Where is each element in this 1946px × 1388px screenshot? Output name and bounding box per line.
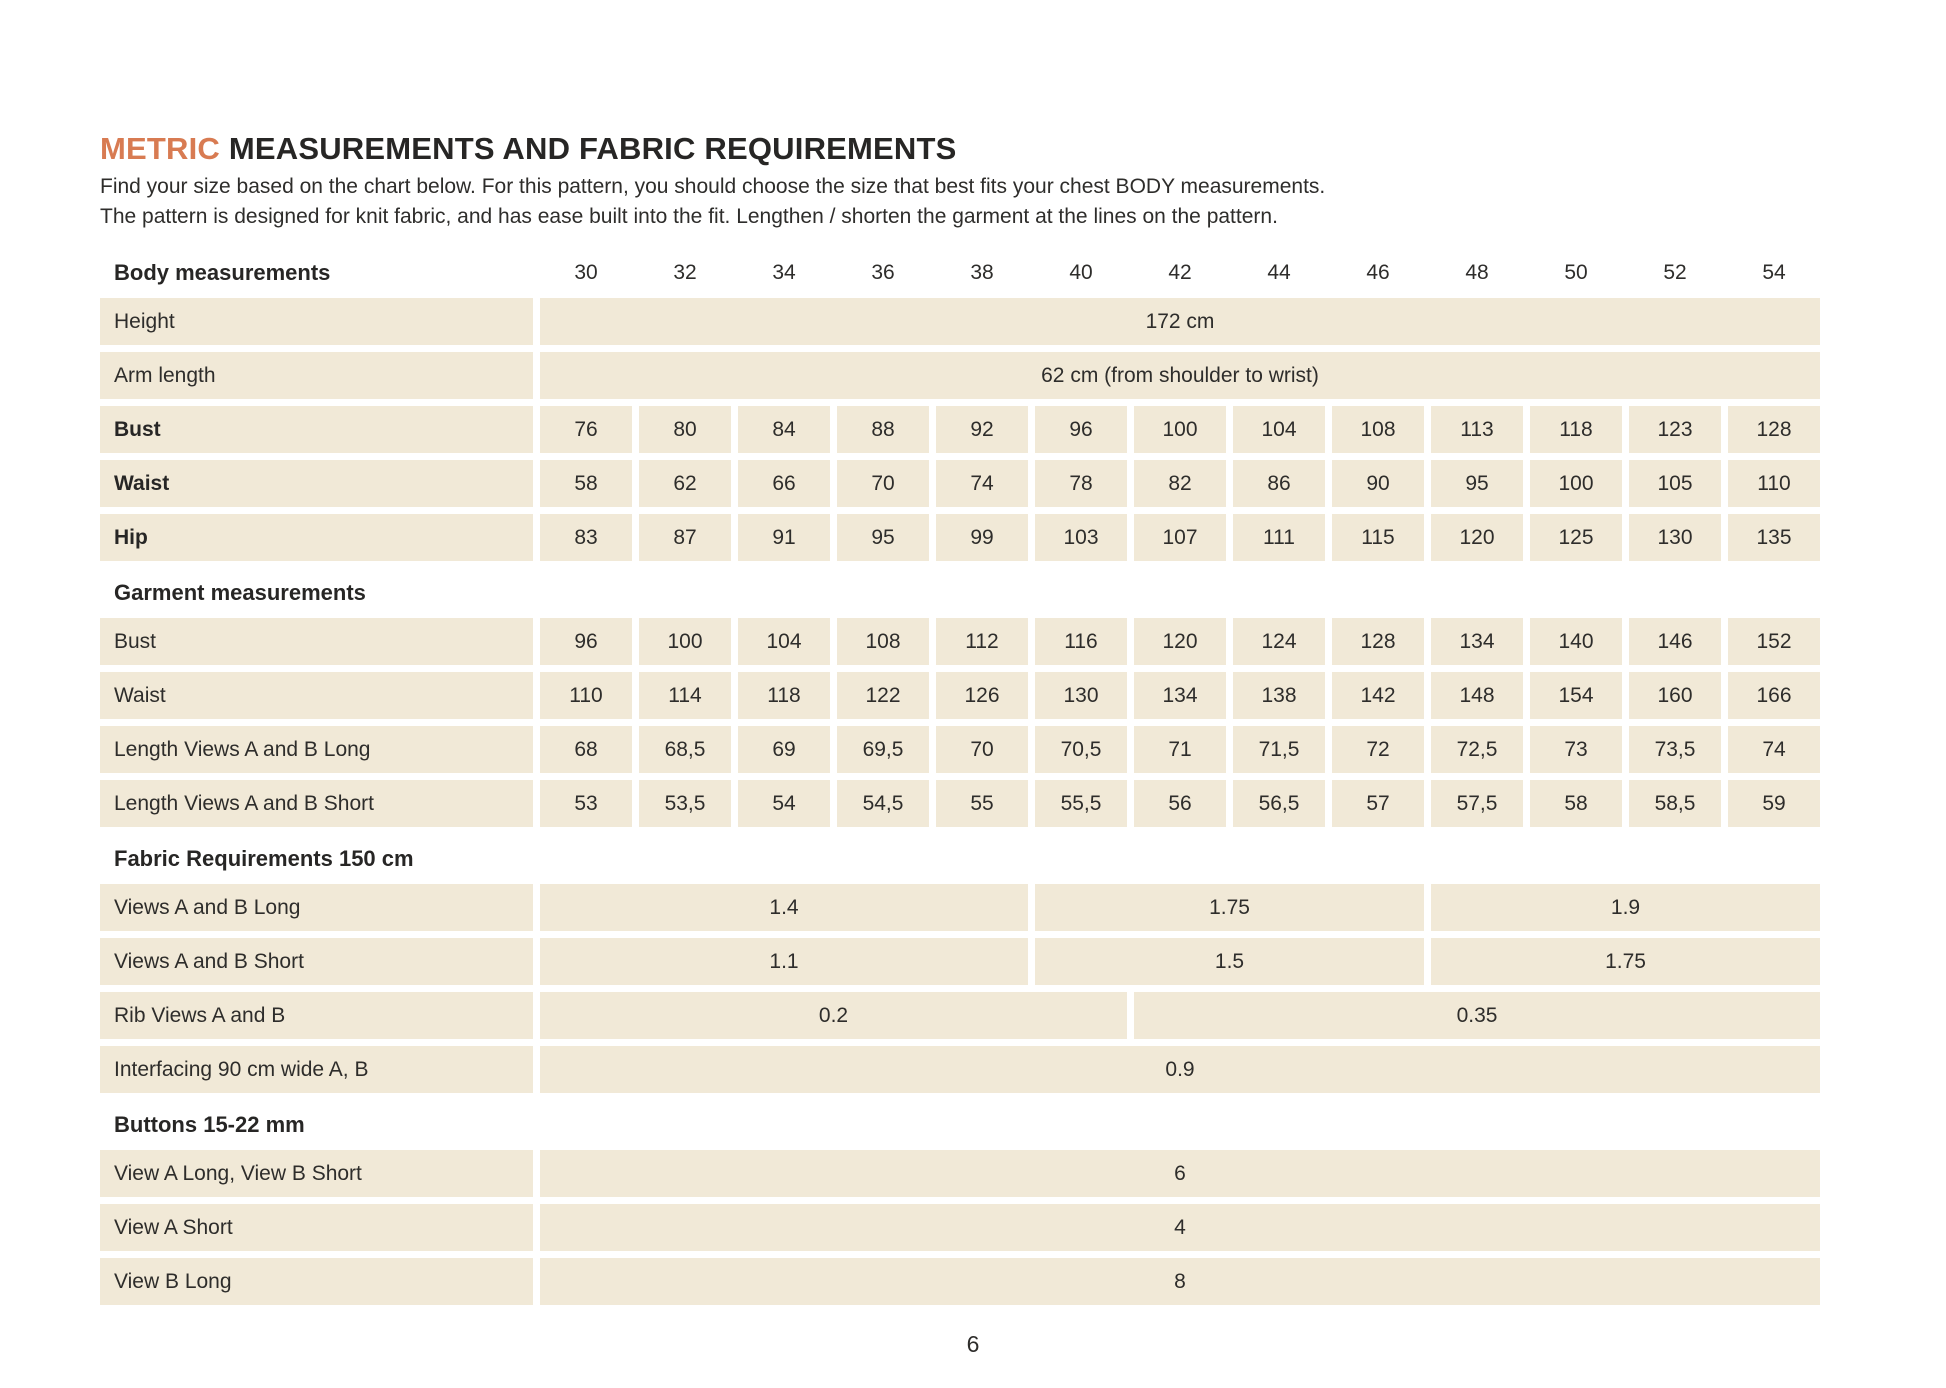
value-cell: 82 xyxy=(1134,460,1226,507)
table-row xyxy=(100,992,1820,1039)
value-cell: 130 xyxy=(1035,672,1127,719)
value-cell: 1.75 xyxy=(1431,938,1820,985)
value-cell: 111 xyxy=(1233,514,1325,561)
value-cell: 95 xyxy=(1431,460,1523,507)
value-cell: 62 xyxy=(639,460,731,507)
value-cell: 113 xyxy=(1431,406,1523,453)
value-cell: 152 xyxy=(1728,618,1820,665)
value-cell: 96 xyxy=(540,618,632,665)
value-cell: 1.75 xyxy=(1035,884,1424,931)
value-cell: 0.2 xyxy=(540,992,1127,1039)
value-cell: 104 xyxy=(1233,406,1325,453)
value-cell: 74 xyxy=(1728,726,1820,773)
size-column-header: 44 xyxy=(1267,261,1291,284)
value-cell: 87 xyxy=(639,514,731,561)
value-cell: 148 xyxy=(1431,672,1523,719)
value-cell: 83 xyxy=(540,514,632,561)
table-row xyxy=(100,618,1820,665)
value-cell: 130 xyxy=(1629,514,1721,561)
value-cell: 69 xyxy=(738,726,830,773)
value-cell: 56,5 xyxy=(1233,780,1325,827)
row-cells xyxy=(540,1150,1820,1197)
value-cell: 73 xyxy=(1530,726,1622,773)
title-accent: METRIC xyxy=(100,131,221,166)
value-cell: 122 xyxy=(837,672,929,719)
value-cell: 88 xyxy=(837,406,929,453)
value-cell: 68 xyxy=(540,726,632,773)
value-cell: 110 xyxy=(1728,460,1820,507)
page-footer xyxy=(0,1331,1946,1358)
table-row xyxy=(100,460,1820,507)
row-label: Height xyxy=(100,298,533,345)
value-cell: 68,5 xyxy=(639,726,731,773)
row-label: Arm length xyxy=(100,352,533,399)
value-cell: 57,5 xyxy=(1431,780,1523,827)
section-header-row xyxy=(100,568,1820,618)
size-column-header: 52 xyxy=(1663,261,1687,284)
value-cell: 58 xyxy=(1530,780,1622,827)
value-cell: 62 cm (from shoulder to wrist) xyxy=(540,352,1820,399)
value-cell: 1.1 xyxy=(540,938,1028,985)
value-cell: 166 xyxy=(1728,672,1820,719)
value-cell: 58 xyxy=(540,460,632,507)
table-row xyxy=(100,938,1820,985)
value-cell: 146 xyxy=(1629,618,1721,665)
value-cell: 66 xyxy=(738,460,830,507)
value-cell: 140 xyxy=(1530,618,1622,665)
value-cell: 73,5 xyxy=(1629,726,1721,773)
value-cell: 70,5 xyxy=(1035,726,1127,773)
value-cell: 123 xyxy=(1629,406,1721,453)
value-cell: 70 xyxy=(837,460,929,507)
value-cell: 134 xyxy=(1134,672,1226,719)
row-cells xyxy=(540,298,1820,345)
size-column-header: 54 xyxy=(1762,261,1786,284)
size-header-grid xyxy=(540,261,1820,285)
value-cell: 70 xyxy=(936,726,1028,773)
value-cell: 99 xyxy=(936,514,1028,561)
size-column-header: 30 xyxy=(574,261,598,284)
value-cell: 128 xyxy=(1332,618,1424,665)
value-cell: 107 xyxy=(1134,514,1226,561)
row-label: Length Views A and B Long xyxy=(100,726,533,773)
value-cell: 126 xyxy=(936,672,1028,719)
value-cell: 134 xyxy=(1431,618,1523,665)
table-row xyxy=(100,1258,1820,1305)
value-cell: 120 xyxy=(1431,514,1523,561)
value-cell: 100 xyxy=(1530,460,1622,507)
row-cells xyxy=(540,672,1820,719)
value-cell: 54,5 xyxy=(837,780,929,827)
value-cell: 1.4 xyxy=(540,884,1028,931)
size-column-header: 42 xyxy=(1168,261,1192,284)
row-cells xyxy=(540,1046,1820,1093)
table-row xyxy=(100,884,1820,931)
section-header: Fabric Requirements 150 cm xyxy=(114,846,414,871)
row-label: Length Views A and B Short xyxy=(100,780,533,827)
size-column-header: 46 xyxy=(1366,261,1390,284)
value-cell: 80 xyxy=(639,406,731,453)
table-row xyxy=(100,1150,1820,1197)
size-column-header: 50 xyxy=(1564,261,1588,284)
value-cell: 125 xyxy=(1530,514,1622,561)
row-label: Interfacing 90 cm wide A, B xyxy=(100,1046,533,1093)
size-column-header: 40 xyxy=(1069,261,1093,284)
row-label: Hip xyxy=(100,514,533,561)
row-label: View A Long, View B Short xyxy=(100,1150,533,1197)
value-cell: 58,5 xyxy=(1629,780,1721,827)
table-row xyxy=(100,1204,1820,1251)
size-table xyxy=(100,248,1820,1305)
value-cell: 1.9 xyxy=(1431,884,1820,931)
section-header: Garment measurements xyxy=(114,580,366,605)
value-cell: 124 xyxy=(1233,618,1325,665)
size-column-header: 36 xyxy=(871,261,895,284)
row-label: Bust xyxy=(100,406,533,453)
section-header-row xyxy=(100,248,1820,298)
value-cell: 95 xyxy=(837,514,929,561)
value-cell: 57 xyxy=(1332,780,1424,827)
value-cell: 100 xyxy=(1134,406,1226,453)
value-cell: 135 xyxy=(1728,514,1820,561)
row-label: Rib Views A and B xyxy=(100,992,533,1039)
value-cell: 76 xyxy=(540,406,632,453)
value-cell: 105 xyxy=(1629,460,1721,507)
title-text: MEASUREMENTS AND FABRIC REQUIREMENTS xyxy=(220,131,957,166)
row-cells xyxy=(540,514,1820,561)
value-cell: 108 xyxy=(837,618,929,665)
row-cells xyxy=(540,352,1820,399)
table-row xyxy=(100,780,1820,827)
table-row xyxy=(100,298,1820,345)
value-cell: 0.35 xyxy=(1134,992,1820,1039)
row-label: Waist xyxy=(100,672,533,719)
section-header: Buttons 15-22 mm xyxy=(114,1112,305,1137)
value-cell: 142 xyxy=(1332,672,1424,719)
page-number: 6 xyxy=(966,1331,980,1357)
value-cell: 92 xyxy=(936,406,1028,453)
row-cells xyxy=(540,726,1820,773)
value-cell: 110 xyxy=(540,672,632,719)
value-cell: 53,5 xyxy=(639,780,731,827)
value-cell: 96 xyxy=(1035,406,1127,453)
value-cell: 114 xyxy=(639,672,731,719)
value-cell: 72 xyxy=(1332,726,1424,773)
row-label: Views A and B Long xyxy=(100,884,533,931)
value-cell: 86 xyxy=(1233,460,1325,507)
value-cell: 172 cm xyxy=(540,298,1820,345)
size-column-header: 48 xyxy=(1465,261,1489,284)
section-header-row xyxy=(100,834,1820,884)
value-cell: 108 xyxy=(1332,406,1424,453)
value-cell: 112 xyxy=(936,618,1028,665)
value-cell: 1.5 xyxy=(1035,938,1424,985)
value-cell: 53 xyxy=(540,780,632,827)
row-cells xyxy=(540,1204,1820,1251)
value-cell: 104 xyxy=(738,618,830,665)
size-column-header: 38 xyxy=(970,261,994,284)
value-cell: 116 xyxy=(1035,618,1127,665)
table-row xyxy=(100,1046,1820,1093)
value-cell: 74 xyxy=(936,460,1028,507)
table-row xyxy=(100,406,1820,453)
value-cell: 138 xyxy=(1233,672,1325,719)
value-cell: 69,5 xyxy=(837,726,929,773)
value-cell: 154 xyxy=(1530,672,1622,719)
value-cell: 78 xyxy=(1035,460,1127,507)
value-cell: 54 xyxy=(738,780,830,827)
row-label: Waist xyxy=(100,460,533,507)
table-row xyxy=(100,352,1820,399)
row-label: Views A and B Short xyxy=(100,938,533,985)
table-row xyxy=(100,514,1820,561)
value-cell: 59 xyxy=(1728,780,1820,827)
value-cell: 55 xyxy=(936,780,1028,827)
value-cell: 100 xyxy=(639,618,731,665)
row-label: Bust xyxy=(100,618,533,665)
row-label: View B Long xyxy=(100,1258,533,1305)
value-cell: 0.9 xyxy=(540,1046,1820,1093)
value-cell: 56 xyxy=(1134,780,1226,827)
row-cells xyxy=(540,938,1820,985)
intro-text xyxy=(100,172,1820,232)
table-row xyxy=(100,726,1820,773)
intro-line-1: Find your size based on the chart below. For this pattern, you should choose the size that best fits your chest BODY measurements. xyxy=(100,175,1326,198)
intro-line-2: The pattern is designed for knit fabric, and has ease built into the fit. Lengthen / shorten the garment at the lines on the pattern. xyxy=(100,205,1278,228)
row-label: View A Short xyxy=(100,1204,533,1251)
size-column-header: 34 xyxy=(772,261,796,284)
row-cells xyxy=(540,460,1820,507)
value-cell: 72,5 xyxy=(1431,726,1523,773)
value-cell: 160 xyxy=(1629,672,1721,719)
value-cell: 115 xyxy=(1332,514,1424,561)
value-cell: 6 xyxy=(540,1150,1820,1197)
value-cell: 118 xyxy=(1530,406,1622,453)
value-cell: 8 xyxy=(540,1258,1820,1305)
section-header-row xyxy=(100,1100,1820,1150)
size-column-header: 32 xyxy=(673,261,697,284)
page-title xyxy=(100,130,1820,167)
value-cell: 103 xyxy=(1035,514,1127,561)
value-cell: 120 xyxy=(1134,618,1226,665)
value-cell: 55,5 xyxy=(1035,780,1127,827)
row-cells xyxy=(540,406,1820,453)
section-header: Body measurements xyxy=(114,260,331,285)
value-cell: 4 xyxy=(540,1204,1820,1251)
value-cell: 84 xyxy=(738,406,830,453)
value-cell: 118 xyxy=(738,672,830,719)
row-cells xyxy=(540,1258,1820,1305)
row-cells xyxy=(540,992,1820,1039)
table-row xyxy=(100,672,1820,719)
row-cells xyxy=(540,780,1820,827)
value-cell: 71 xyxy=(1134,726,1226,773)
value-cell: 91 xyxy=(738,514,830,561)
value-cell: 90 xyxy=(1332,460,1424,507)
value-cell: 128 xyxy=(1728,406,1820,453)
row-cells xyxy=(540,884,1820,931)
row-cells xyxy=(540,618,1820,665)
value-cell: 71,5 xyxy=(1233,726,1325,773)
